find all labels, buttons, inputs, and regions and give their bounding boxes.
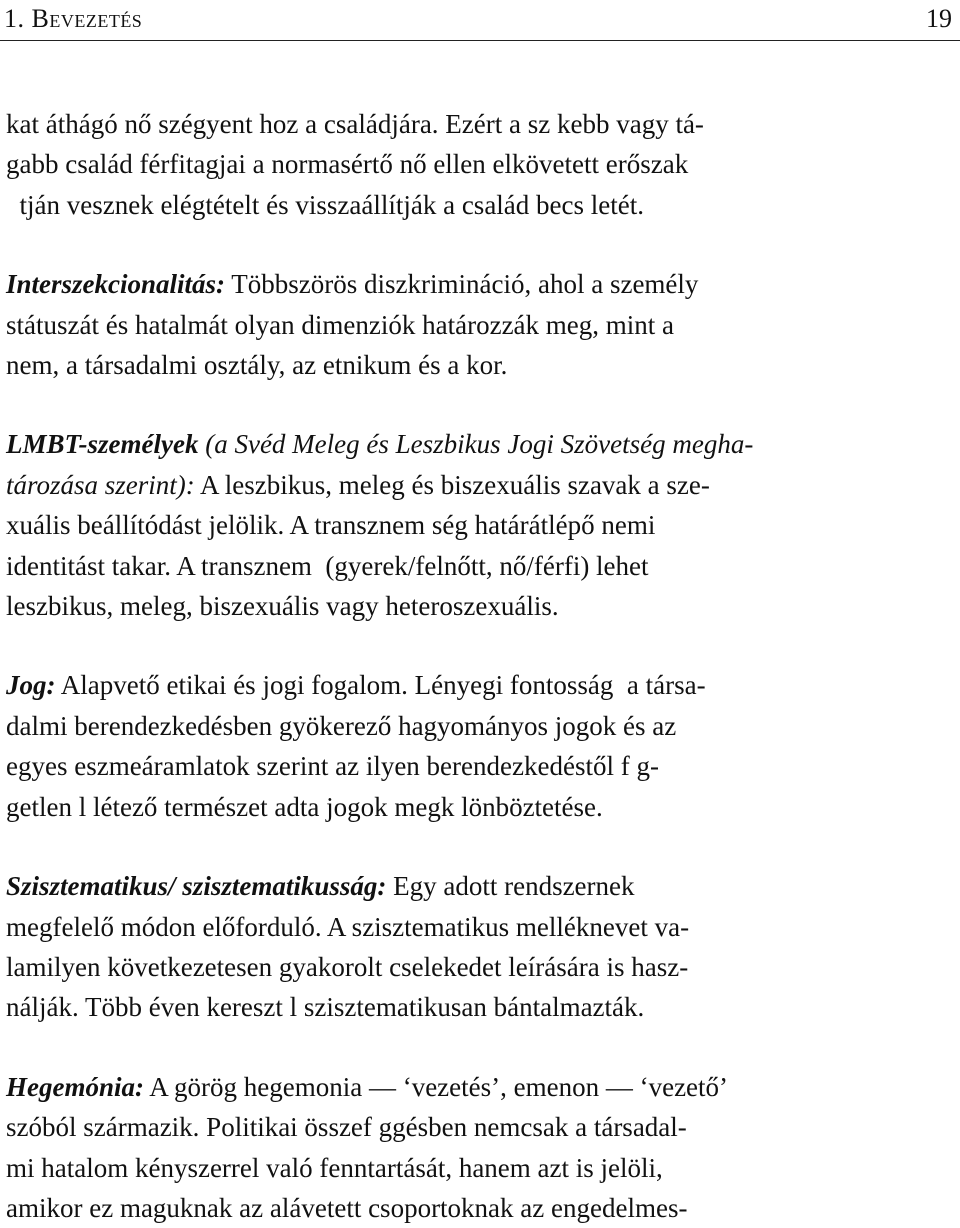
- text-segment: kat áthágó nő szégyent hoz a családjára. Ezért a sz kebb vagy tá-: [6, 109, 704, 139]
- text-segment: xuális beállítódást jelölik. A transznem ség határátlépő nemi: [6, 510, 656, 541]
- text-line: [6, 1148, 950, 1188]
- text-segment: nem, a társadalmi osztály, az etnikum és a kor.: [6, 350, 508, 381]
- text-segment: Egy adott rendszernek: [386, 871, 635, 902]
- text-line: [6, 185, 950, 225]
- text-line: [6, 305, 950, 345]
- text-segment: egyes eszmeáramlatok szerint az ilyen berendezkedéstől f g-: [6, 751, 659, 782]
- body-text: [6, 104, 950, 1228]
- text-line: [6, 345, 950, 385]
- text-line: [6, 987, 950, 1027]
- glossary-term: Interszekcionalitás:: [6, 269, 226, 300]
- text-segment: státuszát és hatalmát olyan dimenziók határozzák meg, mint a: [6, 309, 675, 340]
- text-segment: identitást takar. A transznem (gyerek/felnőtt, nő/férfi) lehet: [6, 550, 649, 581]
- text-line: [6, 465, 950, 505]
- text-line: [6, 947, 950, 987]
- paragraph: [6, 866, 950, 1028]
- text-line: [6, 505, 950, 545]
- text-line: [6, 264, 950, 304]
- text-segment: szóból származik. Politikai összef ggésben nemcsak a társadal-: [6, 1112, 687, 1143]
- text-segment: amikor ez maguknak az alávetett csoportoknak az engedelmes-: [6, 1192, 688, 1223]
- text-segment: Többszörös diszkrimináció, ahol a személy: [225, 269, 699, 300]
- paragraph: [6, 424, 950, 626]
- term-source-note: (a Svéd Meleg és Leszbikus Jogi Szövetség megha-: [198, 429, 754, 460]
- text-segment: tján vesznek elégtételt és visszaállítják a család becs letét.: [6, 189, 644, 220]
- text-line: [6, 144, 950, 184]
- text-segment: lamilyen következetesen gyakorolt cselekedet leírására is hasz-: [6, 951, 689, 982]
- text-line: [6, 787, 950, 827]
- glossary-term: Hegemónia:: [6, 1071, 144, 1102]
- running-head: 1. Bevezetés: [4, 4, 143, 33]
- text-line: [6, 746, 950, 786]
- text-line: [6, 706, 950, 746]
- paragraph: [6, 264, 950, 385]
- text-segment: getlen l létező természet adta jogok megk lönböztetése.: [6, 791, 603, 822]
- text-line: [6, 1107, 950, 1147]
- paragraph: [6, 104, 950, 225]
- text-line: [6, 665, 950, 705]
- text-segment: A görög hegemonia — ‘vezetés’, emenon — ‘vezető’: [143, 1071, 729, 1102]
- text-segment: Alapvető etikai és jogi fogalom. Lényegi fontosság a társa-: [55, 670, 706, 701]
- page-number: 19: [926, 4, 952, 33]
- term-source-note: tározása szerint):: [6, 469, 195, 500]
- paragraph: [6, 665, 950, 827]
- text-line: [6, 546, 950, 586]
- text-segment: megfelelő módon előforduló. A szisztematikus melléknevet va-: [6, 911, 690, 942]
- paragraph: [6, 1067, 950, 1228]
- text-segment: leszbikus, meleg, biszexuális vagy heteroszexuális.: [6, 591, 559, 622]
- text-line: [6, 104, 950, 144]
- page-header: [0, 0, 960, 41]
- text-segment: gabb család férfitagjai a normasértő nő ellen elkövetett erőszak: [6, 149, 689, 180]
- text-line: [6, 586, 950, 626]
- text-line: [6, 424, 950, 464]
- text-segment: A leszbikus, meleg és biszexuális szavak a sze-: [194, 469, 710, 500]
- text-segment: nálják. Több éven kereszt l szisztematikusan bántalmazták.: [6, 992, 645, 1023]
- glossary-term: Jog:: [6, 670, 56, 701]
- text-line: [6, 907, 950, 947]
- glossary-term: Szisztematikus/ szisztematikusság:: [6, 871, 387, 902]
- text-segment: mi hatalom kényszerrel való fenntartását, hanem azt is jelöli,: [6, 1152, 663, 1183]
- text-line: [6, 1067, 950, 1107]
- glossary-term: LMBT-személyek: [6, 429, 199, 460]
- text-line: [6, 866, 950, 906]
- text-segment: dalmi berendezkedésben gyökerező hagyományos jogok és az: [6, 710, 677, 741]
